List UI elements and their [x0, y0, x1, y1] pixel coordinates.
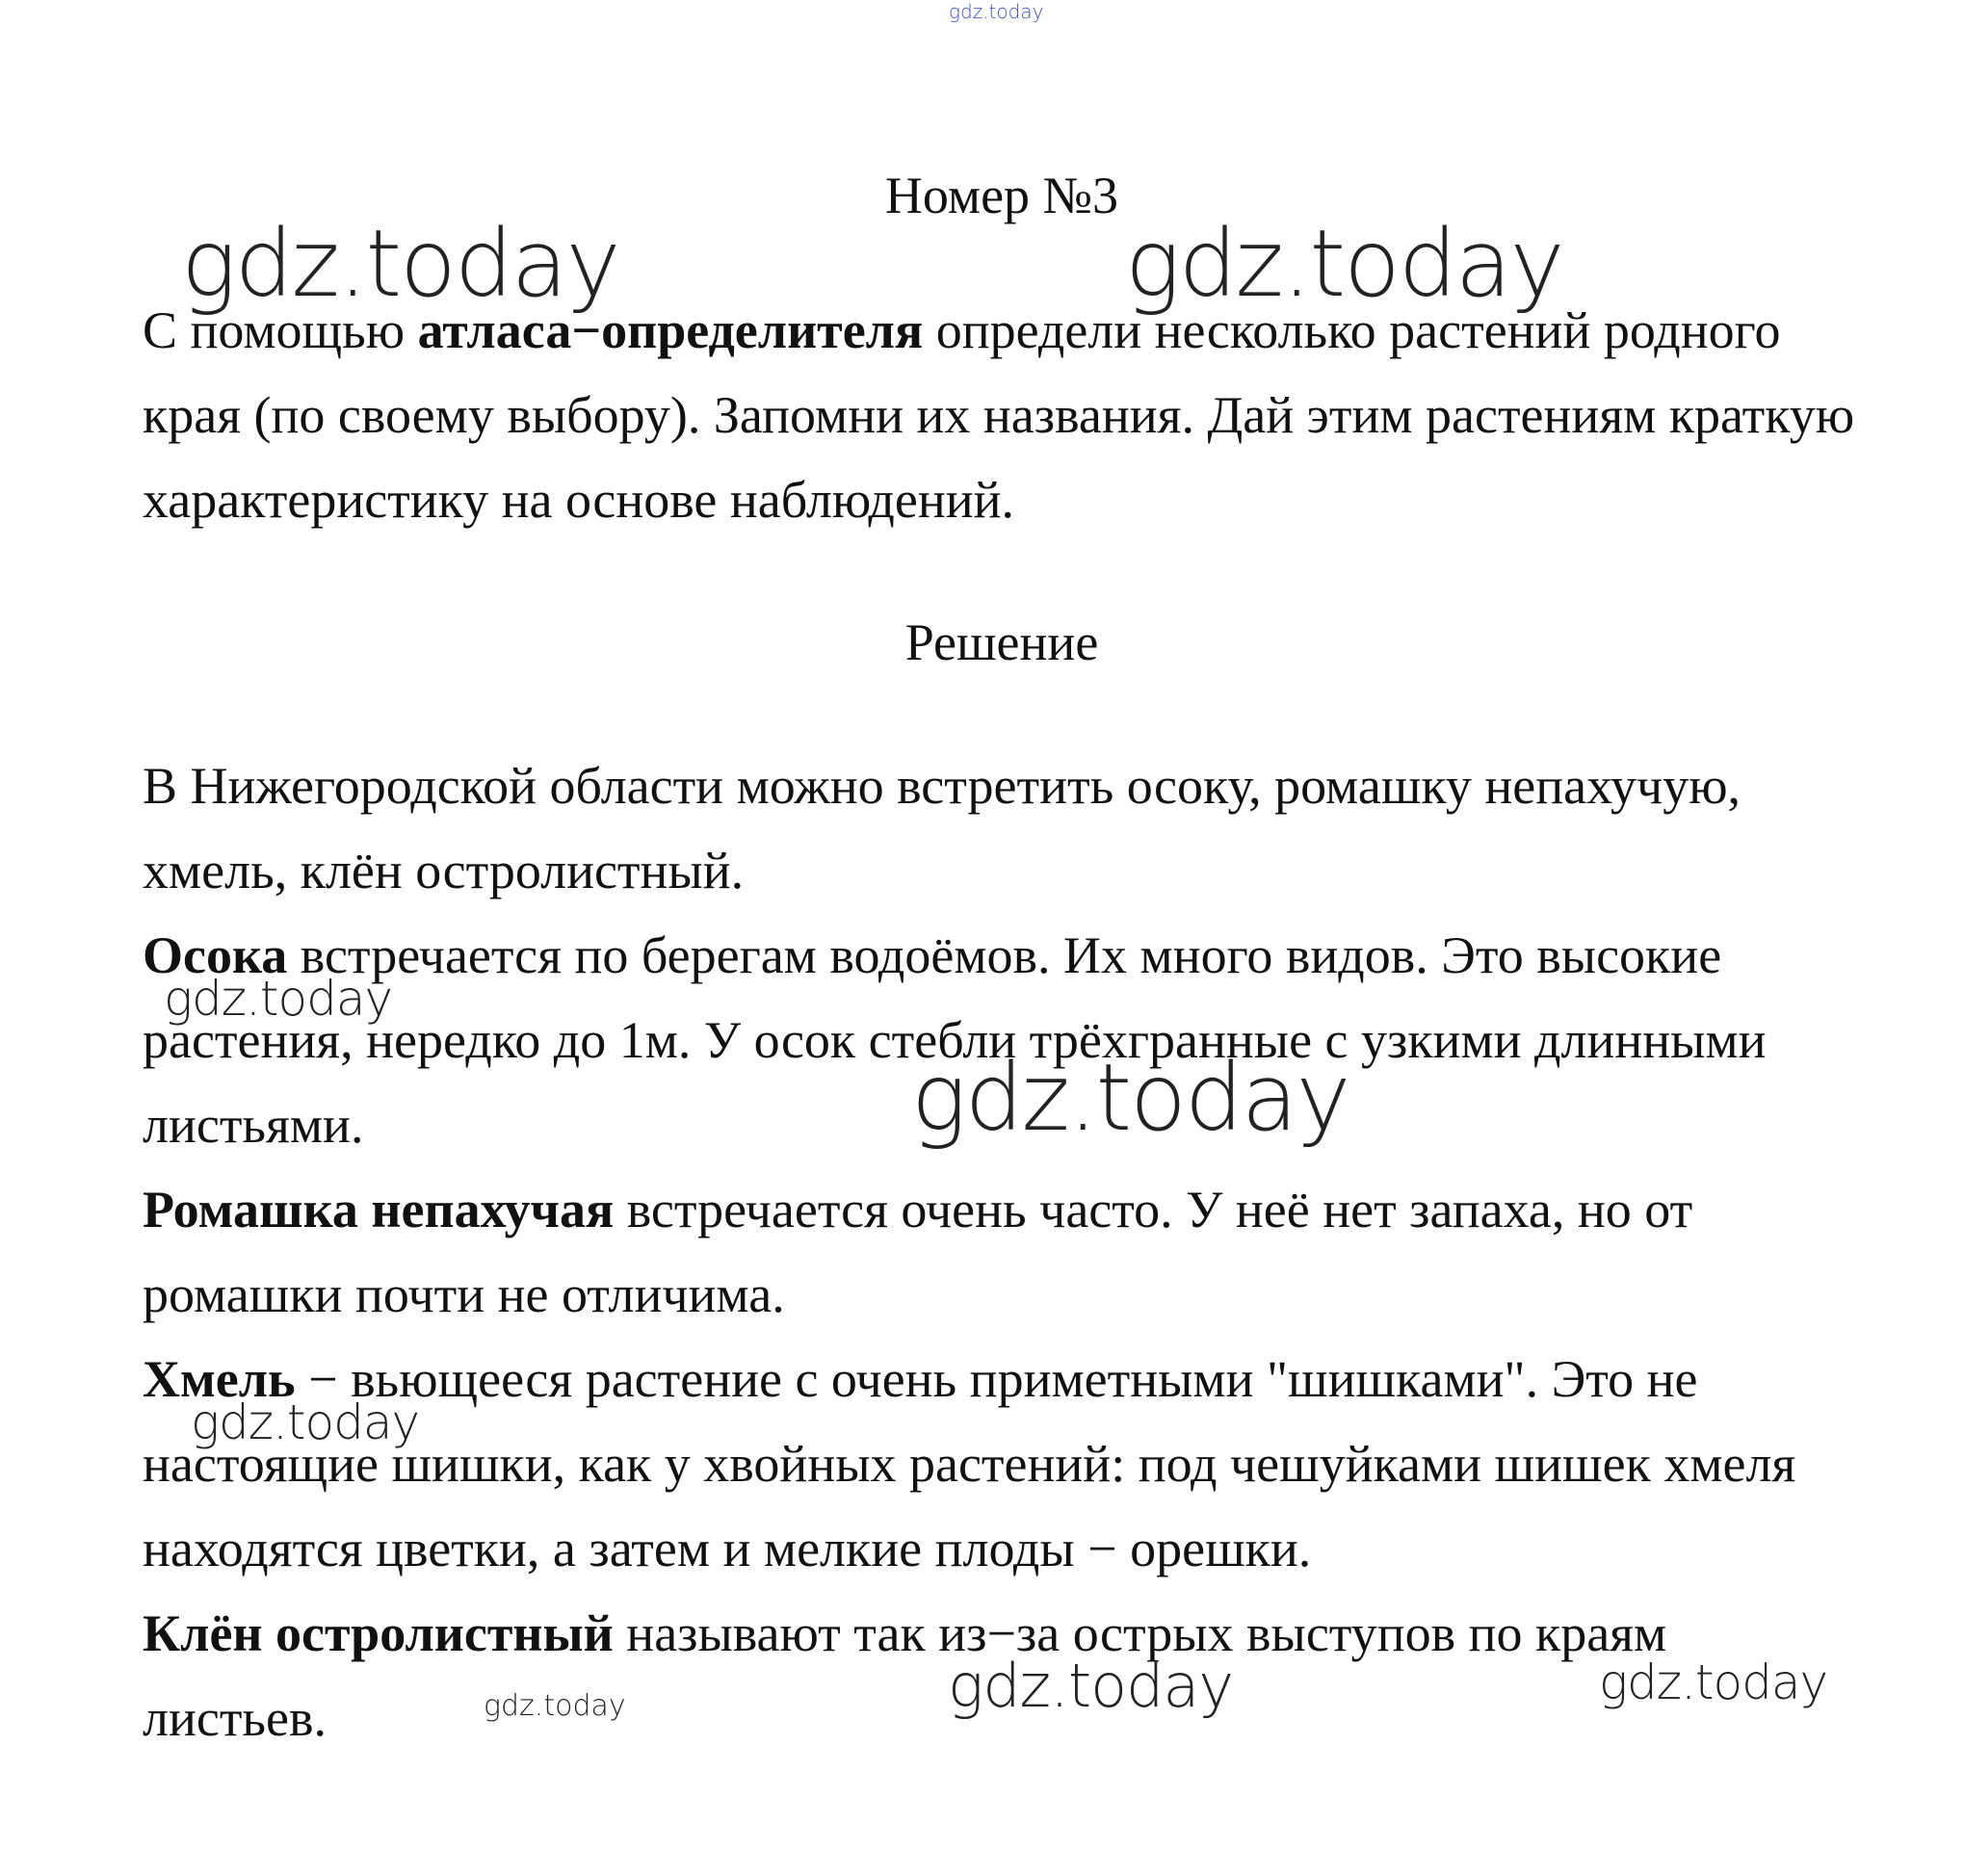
task-title: Номер №3: [884, 167, 1119, 224]
watermark: gdz.today: [1599, 1655, 1828, 1710]
watermark: gdz.today: [948, 1651, 1234, 1721]
solution-item-hops: Хмель − вьющееся растение с очень приметными "шишками". Это не настоящие шишки, как у хвойных растений: под чешуйками шишек хмеля находятся цветки, а затем и мелкие плоды − орешки.: [143, 1350, 1796, 1577]
solution-item-sedge: Осока встречается по берегам водоёмов. Их много видов. Это высокие растения, нередко до 1м. У осок стебли трёхгранные с узкими длинными листьями.: [143, 926, 1767, 1154]
watermark: gdz.today: [484, 1689, 626, 1723]
solution-intro: В Нижегородской области можно встретить осоку, ромашку непахучую, хмель, клён остролистный.: [143, 757, 1741, 899]
solution-item-maple: Клён остролистный называют так из−за острых выступов по краям листьев.: [143, 1604, 1667, 1747]
watermark-top: gdz.today: [949, 0, 1044, 23]
watermark: gdz.today: [164, 971, 393, 1027]
watermark: gdz.today: [1125, 210, 1563, 318]
watermark: gdz.today: [181, 210, 619, 318]
task-bold-term: атласа−определителя: [417, 301, 924, 359]
plant-name: Хмель: [143, 1350, 296, 1408]
task-text: С помощью атласа−определителя определи несколько растений родного края (по своему выбору). Запомни их названия. Дай этим растениям краткую характеристику на основе наблюдений.: [143, 301, 1855, 529]
watermark: gdz.today: [191, 1394, 420, 1450]
solution-item-chamomile: Ромашка непахучая встречается очень часто. У неё нет запаха, но от ромашки почти не отличима.: [143, 1181, 1693, 1323]
solution-heading: Решение: [904, 613, 1099, 671]
plant-name: Ромашка непахучая: [143, 1181, 615, 1238]
plant-name: Клён остролистный: [143, 1604, 614, 1662]
plant-name: Осока: [143, 926, 288, 984]
watermark: gdz.today: [911, 1044, 1349, 1152]
